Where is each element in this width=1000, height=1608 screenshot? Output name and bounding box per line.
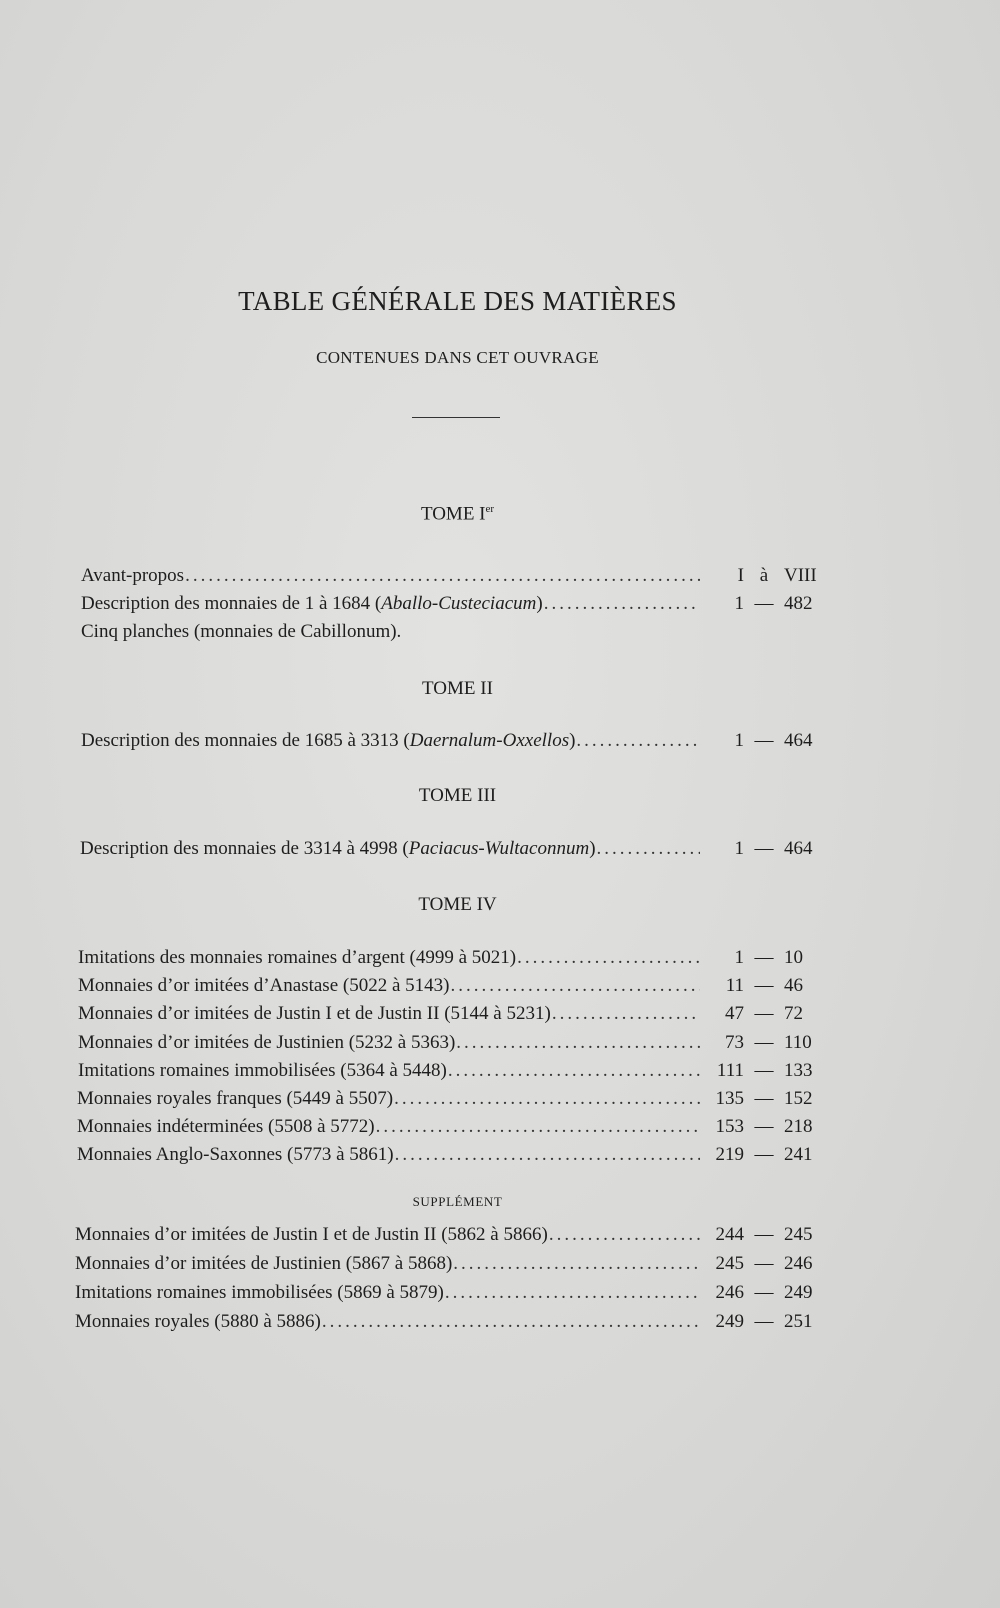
page-range: 246 — 249 bbox=[715, 1282, 813, 1303]
entry-label: Imitations des monnaies romaines d’argent (4999 à 5021) bbox=[78, 947, 517, 968]
toc-entry-avant-propos bbox=[81, 562, 830, 590]
entry-label: Imitations romaines immobilisées (5869 à 5879) bbox=[75, 1282, 444, 1303]
page-range: 153 — 218 bbox=[715, 1116, 813, 1137]
tome-3-heading: TOME III bbox=[418, 785, 497, 806]
toc-entry-tome-2-description bbox=[81, 727, 830, 755]
toc-entry bbox=[75, 1250, 830, 1278]
toc-entry-tome-1-description bbox=[81, 590, 830, 618]
entry-label: Avant-propos bbox=[81, 565, 185, 586]
page-range: 47 — 72 bbox=[725, 1003, 803, 1024]
entry-label: Monnaies Anglo-Saxonnes (5773 à 5861) bbox=[77, 1144, 394, 1165]
page-subtitle: CONTENUES DANS CET OUVRAGE bbox=[316, 348, 599, 367]
toc-entry bbox=[75, 1308, 830, 1336]
page-range: 73 — 110 bbox=[725, 1032, 812, 1053]
toc-entry bbox=[78, 944, 830, 972]
entry-label: Monnaies indéterminées (5508 à 5772) bbox=[77, 1116, 375, 1137]
dot-leader bbox=[376, 1113, 700, 1141]
toc-entry bbox=[78, 1057, 830, 1085]
dot-leader bbox=[185, 562, 700, 590]
dot-leader bbox=[445, 1279, 700, 1307]
toc-entry-tome-3-description bbox=[80, 835, 830, 863]
entry-label: Description des monnaies de 1685 à 3313 (Daernalum-Oxxellos) bbox=[81, 730, 576, 751]
page-range: I à VIII bbox=[737, 565, 817, 586]
page-range: 245 — 246 bbox=[715, 1253, 813, 1274]
toc-entry-planches bbox=[81, 618, 830, 646]
page-range: 244 — 245 bbox=[715, 1224, 813, 1245]
page-range: 1 — 464 bbox=[734, 838, 813, 859]
page-range: 1 — 10 bbox=[734, 947, 803, 968]
toc-entry bbox=[78, 972, 830, 1000]
entry-label: Monnaies d’or imitées de Justinien (5232 à 5363) bbox=[78, 1032, 456, 1053]
page-title: TABLE GÉNÉRALE DES MATIÈRES bbox=[238, 286, 677, 316]
entry-label: Monnaies d’or imitées d’Anastase (5022 à 5143) bbox=[78, 975, 450, 996]
entry-label: Description des monnaies de 1 à 1684 (Aballo-Custeciacum) bbox=[81, 593, 543, 614]
dot-leader bbox=[322, 1308, 700, 1336]
dot-leader bbox=[552, 1000, 700, 1028]
dot-leader bbox=[549, 1221, 700, 1249]
dot-leader bbox=[453, 1250, 700, 1278]
dot-leader bbox=[597, 835, 700, 863]
entry-label: Imitations romaines immobilisées (5364 à 5448) bbox=[78, 1060, 447, 1081]
page-range: 1 — 464 bbox=[734, 730, 813, 751]
entry-label: Monnaies royales (5880 à 5886) bbox=[75, 1311, 321, 1332]
entry-label: Description des monnaies de 3314 à 4998 (Paciacus-Wultaconnum) bbox=[80, 838, 596, 859]
dot-leader bbox=[395, 1141, 700, 1169]
entry-label: Monnaies d’or imitées de Justin I et de Justin II (5144 à 5231) bbox=[78, 1003, 551, 1024]
page-range: 11 — 46 bbox=[725, 975, 803, 996]
toc-entry bbox=[77, 1141, 830, 1169]
tome-4-heading: TOME IV bbox=[418, 894, 497, 915]
dot-leader bbox=[456, 1029, 700, 1057]
page-range: 219 — 241 bbox=[715, 1144, 813, 1165]
toc-entry bbox=[78, 1029, 830, 1057]
page-range: 111 — 133 bbox=[716, 1060, 813, 1081]
dot-leader bbox=[517, 944, 700, 972]
tome-2-heading: TOME II bbox=[422, 678, 493, 699]
entry-label: Cinq planches (monnaies de Cabillonum). bbox=[81, 621, 402, 642]
dot-leader bbox=[448, 1057, 700, 1085]
toc-entry bbox=[77, 1085, 830, 1113]
dot-leader bbox=[576, 727, 700, 755]
entry-label: Monnaies royales franques (5449 à 5507) bbox=[77, 1088, 394, 1109]
dot-leader bbox=[544, 590, 700, 618]
toc-entry bbox=[75, 1279, 830, 1307]
page-range: 1 — 482 bbox=[734, 593, 813, 614]
title-rule bbox=[412, 417, 500, 418]
page-range: 135 — 152 bbox=[715, 1088, 813, 1109]
dot-leader bbox=[450, 972, 700, 1000]
tome-1-heading: TOME Ier bbox=[420, 503, 495, 525]
page-range: 249 — 251 bbox=[715, 1311, 813, 1332]
toc-entry bbox=[77, 1113, 830, 1141]
entry-label: Monnaies d’or imitées de Justinien (5867 à 5868) bbox=[75, 1253, 453, 1274]
toc-entry bbox=[78, 1000, 830, 1028]
entry-label: Monnaies d’or imitées de Justin I et de Justin II (5862 à 5866) bbox=[75, 1224, 548, 1245]
supplement-heading: SUPPLÉMENT bbox=[412, 1194, 503, 1209]
toc-entry bbox=[75, 1221, 830, 1249]
dot-leader bbox=[394, 1085, 700, 1113]
